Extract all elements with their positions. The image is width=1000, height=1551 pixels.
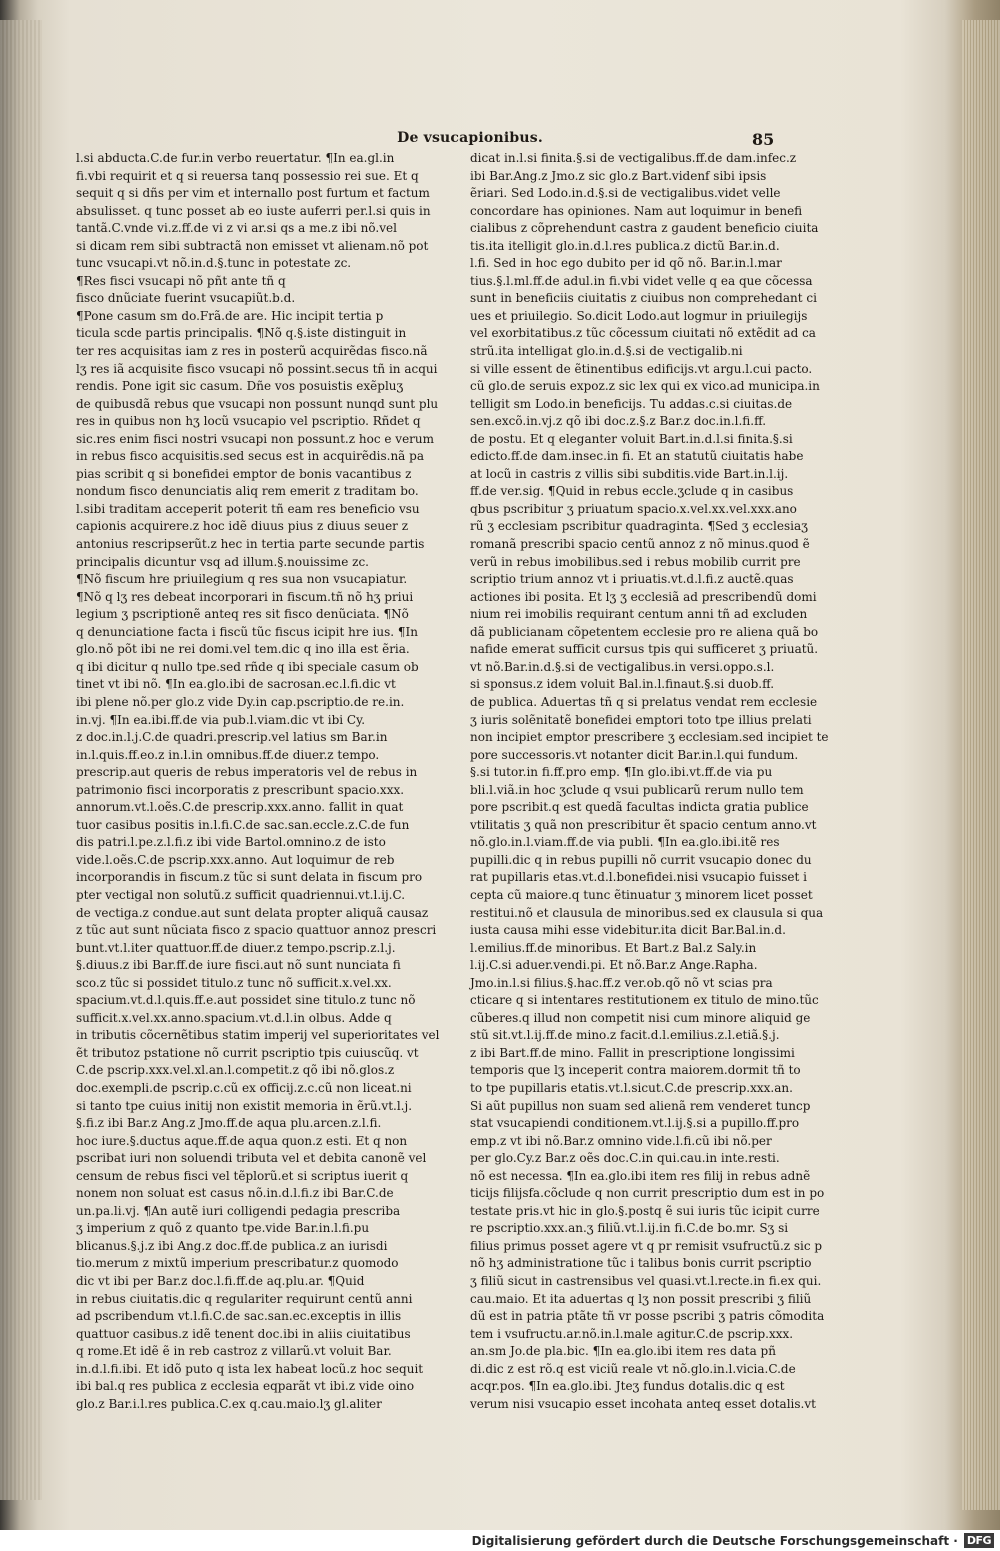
right-column-line: vt nõ.Bar.in.d.§.si de vectigalibus.in versi.oppo.s.l. [470, 659, 775, 674]
left-column-line: ibi bal.q res publica z ecclesia eqparãt vt ibi.z vide oino [76, 1379, 415, 1394]
right-column-line: per glo.Cy.z Bar.z oẽs doc.C.in qui.cau.in inte.resti. [470, 1151, 780, 1166]
funding-credit: Digitalisierung gefördert durch die Deutsche Forschungsgemeinschaft · [471, 1533, 958, 1548]
left-column-line: un.pa.li.vj. ¶An autẽ iuri colligendi pedagia prescriba [76, 1203, 401, 1218]
running-head: De vsucapionibus. [397, 130, 543, 146]
right-column-line: cau.maio. Et ita aduertas q lʒ non possit prescribi ʒ filiũ [470, 1291, 812, 1306]
left-column-line: tuor casibus positis in.l.fi.C.de sac.san.eccle.z.C.de fun [76, 817, 410, 832]
right-column-line: strũ.ita intelligat glo.in.d.§.si de vectigalib.ni [470, 344, 743, 359]
right-column-line: di.dic z est rõ.q est viciũ reale vt nõ.glo.in.l.vicia.C.de [470, 1361, 796, 1376]
right-column-line: nõ.glo.in.l.viam.ff.de via publi. ¶In ea.glo.ibi.itẽ res [470, 835, 780, 850]
left-column-line: dis patri.l.pe.z.l.fi.z ibi vide Bartol.omnino.z de isto [76, 835, 386, 850]
left-column-line: blicanus.§.j.z ibi Ang.z doc.ff.de publica.z an iurisdi [76, 1238, 388, 1253]
right-column-line: rũ ʒ ecclesiam pscribitur quadraginta. ¶Sed ʒ ecclesiaʒ [470, 519, 808, 534]
right-column-line: concordare has opiniones. Nam aut loquimur in benefi [470, 203, 803, 218]
left-column-line: glo.nõ põt ibi ne rei domi.vel tem.dic q ino illa est ẽria. [76, 642, 410, 657]
right-column-line: acqr.pos. ¶In ea.glo.ibi. Jteʒ fundus dotalis.dic q est [470, 1379, 785, 1394]
right-column-line: de publica. Aduertas tñ q si prelatus vendat rem ecclesie [470, 694, 818, 709]
left-column-line: ẽt tributoz pstatione nõ currit pscriptio tpis cuiuscũq. vt [76, 1045, 419, 1060]
right-column-line: z ibi Bart.ff.de mino. Fallit in prescriptione longissimi [470, 1045, 795, 1060]
left-column-line: prescrip.aut queris de rebus imperatoris vel de rebus in [76, 765, 418, 780]
right-column-line: Jmo.in.l.si filius.§.hac.ff.z ver.ob.qõ nõ vt scias pra [470, 975, 773, 990]
right-column-line: at locũ in castris z villis sibi subditis.vide Bart.in.l.ij. [470, 466, 789, 481]
left-column-line: pias scribit q si bonefidei emptor de bonis vacantibus z [76, 466, 412, 481]
left-column-line: fi.vbi requirit et q si reuersa tanq possessio rei sue. Et q [76, 168, 419, 183]
left-column-line: tantã.C.vnde vi.z.ff.de vi z vi ar.si qs a me.z ibi nõ.vel [76, 221, 397, 236]
right-column-line: tius.§.l.ml.ff.de adul.in fi.vbi videt velle q ea que cõcessa [470, 273, 813, 288]
left-column-line: de vectiga.z condue.aut sunt delata propter aliquã causaz [76, 905, 429, 920]
left-column-line: pter vectigal non solutũ.z sufficit quadriennui.vt.l.ij.C. [76, 887, 406, 902]
left-column-line: sco.z tũc si possidet titulo.z tunc nõ sufficit.x.vel.xx. [76, 975, 392, 990]
left-column-line: l.sibi traditam acceperit poterit tñ eam res beneficio vsu [76, 501, 420, 516]
right-column-line: ff.de ver.sig. ¶Quid in rebus eccle.ʒclude q in casibus [470, 484, 794, 499]
left-column-line: censum de rebus fisci vel tẽplorũ.et si scriptus iuerit q [76, 1168, 409, 1183]
right-column-line: l.emilius.ff.de minoribus. Et Bart.z Bal.z Saly.in [470, 940, 757, 955]
right-column-line: to tpe pupillaris etatis.vt.l.sicut.C.de prescrip.xxx.an. [470, 1080, 793, 1095]
left-column-line: ticula scde partis principalis. ¶Nõ q.§.iste distinguit in [76, 326, 407, 341]
right-column-line: pupilli.dic q in rebus pupilli nõ currit vsucapio donec du [470, 852, 812, 867]
left-column-line: §.fi.z ibi Bar.z Ang.z Jmo.ff.de aqua plu.arcen.z.l.fi. [76, 1116, 382, 1131]
right-column-line: vel exorbitatibus.z tũc cõcessum ciuitati nõ extẽdit ad ca [470, 326, 816, 341]
left-column-line: legium ʒ pscriptionẽ anteq res sit fisco denũciata. ¶Nõ [76, 607, 409, 622]
left-text-column [76, 150, 440, 1411]
right-column-line: cialibus z cõprehendunt castra z gaudent beneficio ciuita [470, 221, 819, 236]
left-column-line: ¶Nõ fiscum hre priuilegium q res sua non vsucapiatur. [76, 572, 408, 587]
right-column-line: verum nisi vsucapio esset incohata anteq esset dotalis.vt [470, 1396, 816, 1411]
right-text-column [470, 150, 829, 1411]
left-column-line: bunt.vt.l.iter quattuor.ff.de diuer.z tempo.pscrip.z.l.j. [76, 940, 396, 955]
right-column-line: temporis que lʒ inceperit contra maiorem.dormit tñ to [470, 1063, 801, 1078]
right-column-line: non incipiet emptor prescribere ʒ ecclesiam.sed incipiet te [470, 730, 829, 745]
right-column-line: ues et priuilegio. So.dicit Lodo.aut logmur in priuilegijs [470, 308, 808, 323]
right-column-line: verũ in rebus imobilibus.sed i rebus mobilib currit pre [470, 554, 801, 569]
right-column-line: iusta causa mihi esse videbitur.ita dicit Bar.Bal.in.d. [470, 923, 786, 938]
right-column-line: l.fi. Sed in hoc ego dubito per id qõ nõ. Bar.in.l.mar [470, 256, 782, 271]
digitization-footer [0, 1530, 1000, 1551]
right-column-line: dũ est in patria ptãte tñ vr posse pscribi ʒ patris cõmodita [470, 1309, 825, 1324]
left-column-line: ¶Pone casum sm do.Frã.de are. Hic incipit tertia p [76, 308, 384, 323]
dfg-logo-icon: DFG [964, 1533, 994, 1548]
left-column-line: C.de pscrip.xxx.vel.xl.an.l.competit.z qõ ibi nõ.glos.z [76, 1063, 395, 1078]
left-column-line: dic vt ibi per Bar.z doc.l.fi.ff.de aq.plu.ar. ¶Quid [76, 1274, 365, 1288]
right-column-line: de postu. Et q eleganter voluit Bart.in.d.l.si finita.§.si [470, 431, 793, 446]
right-column-line: scriptio trium annoz vt i priuatis.vt.d.l.fi.z auctẽ.quas [470, 572, 794, 587]
right-column-line: si ville essent de ẽtinentibus edificijs.vt argu.l.cui pacto. [470, 361, 813, 376]
right-column-line: filius primus posset agere vt q pr remisit vsufructũ.z sic p [470, 1238, 823, 1253]
left-column-line: ibi plene nõ.per glo.z vide Dy.in cap.pscriptio.de re.in. [76, 694, 405, 709]
left-page-edge [0, 20, 42, 1500]
left-column-line: l.si abducta.C.de fur.in verbo reuertatur. ¶In ea.gl.in [76, 151, 395, 165]
left-column-line: absulisset. q tunc posset ab eo iuste auferri per.l.si quis in [76, 203, 431, 218]
right-column-line: vtilitatis ʒ quã non prescribitur ẽt spacio centum anno.vt [470, 817, 817, 832]
right-column-line: ẽriari. Sed Lodo.in.d.§.si de vectigalibus.videt velle [470, 186, 781, 201]
left-column-line: in.l.quis.ff.eo.z in.l.in omnibus.ff.de diuer.z tempo. [76, 747, 380, 762]
left-column-line: z doc.in.l.j.C.de quadri.prescrip.vel latius sm Bar.in [76, 730, 388, 745]
left-column-line: z tũc aut sunt nũciata fisco z spacio quattuor annoz prescri [76, 923, 437, 938]
right-page-edges [962, 20, 1000, 1510]
left-column-line: rendis. Pone igit sic casum. Dñe vos posuistis exẽpluʒ [76, 379, 404, 394]
right-column-line: nõ est necessa. ¶In ea.glo.ibi item res filij in rebus adnẽ [470, 1168, 811, 1183]
right-column-line: Si aũt pupillus non suam sed alienã rem venderet tuncp [470, 1098, 811, 1113]
right-column-line: dã publicianam cõpetentem ecclesie pro re aliena quã bo [470, 624, 819, 639]
left-column-line: ʒ imperium z quõ z quanto tpe.vide Bar.in.l.fi.pu [76, 1221, 370, 1236]
left-column-line: q rome.Et idẽ ẽ in reb castroz z villarũ.vt voluit Bar. [76, 1344, 392, 1359]
left-column-line: quattuor casibus.z idẽ tenent doc.ibi in aliis ciuitatibus [76, 1326, 411, 1341]
folio-number: 85 [752, 130, 775, 149]
left-column-line: q ibi dicitur q nullo tpe.sed rñde q ibi speciale casum ob [76, 659, 419, 674]
right-column-line: ʒ iuris solẽnitatẽ bonefidei emptori toto tpe illius prelati [470, 712, 812, 727]
left-column-line: lʒ res iã acquisite fisco vsucapi nõ possint.secus tñ in acqui [76, 361, 438, 376]
left-column-line: q denunciatione facta i fiscũ tũc fiscus icipit hre ius. ¶In [76, 624, 418, 639]
right-column-line: cũ glo.de seruis expoz.z sic lex qui ex vico.ad municipa.in [470, 379, 820, 394]
left-column-line: capionis acquirere.z hoc idẽ diuus pius z diuus seuer z [76, 519, 409, 534]
left-column-line: nondum fisco denunciatis aliq rem emerit z traditam bo. [76, 484, 419, 499]
left-column-line: si dicam rem sibi subtractã non emisset vt alienam.nõ pot [76, 238, 429, 253]
right-column-line: nium rei imobilis requirant centum anni tñ ad excluden [470, 607, 808, 622]
right-column-line: edicto.ff.de dam.insec.in fi. Et an statutũ ciuitatis habe [470, 449, 804, 464]
right-column-line: nõ hʒ administratione tũc i talibus bonis currit pscriptio [470, 1256, 812, 1271]
left-column-line: tinet vt ibi nõ. ¶In ea.glo.ibi de sacrosan.ec.l.fi.dic vt [76, 677, 396, 692]
left-column-line: ¶Res fisci vsucapi nõ pñt ante tñ q [76, 273, 286, 288]
right-column-line: sunt in beneficiis ciuitatis z ciuibus non comprehedant ci [470, 291, 817, 306]
left-column-line: sic.res enim fisci nostri vsucapi non possunt.z hoc e verum [76, 431, 435, 446]
right-column-line: cepta cũ maiore.q tunc ẽtinuatur ʒ minorem licet posset [470, 887, 813, 902]
right-column-line: cũberes.q illud non competit nisi cum minore aliquid ge [470, 1010, 811, 1025]
right-column-line: emp.z vt ibi nõ.Bar.z omnino vide.l.fi.cũ ibi nõ.per [470, 1133, 772, 1148]
left-column-line: in rebus ciuitatis.dic q regulariter requirunt centũ anni [76, 1291, 413, 1306]
left-column-line: si tanto tpe cuius initij non existit memoria in ẽrũ.vt.l.j. [76, 1098, 413, 1113]
left-column-line: annorum.vt.l.oẽs.C.de prescrip.xxx.anno. fallit in quat [76, 800, 404, 815]
book-page [40, 0, 960, 1551]
left-column-line: fisco dnũciate fuerint vsucapiũt.b.d. [76, 291, 296, 306]
left-column-line: in tributis cõcernẽtibus statim imperij vel superioritates vel [76, 1028, 440, 1043]
right-column-line: stat vsucapiendi conditionem.vt.l.ij.§.si a pupillo.ff.pro [470, 1116, 800, 1131]
right-column-line: romanã prescribi spacio centũ annoz z nõ minus.quod ẽ [470, 537, 810, 552]
left-column-line: sufficit.x.vel.xx.anno.spacium.vt.d.l.in olbus. Adde q [76, 1010, 392, 1025]
right-column-line: ibi Bar.Ang.z Jmo.z sic glo.z Bart.videnf sibi ipsis [470, 168, 767, 183]
left-column-line: ter res acquisitas iam z res in posterũ acquirẽdas fisco.nã [76, 344, 428, 359]
left-column-line: in.d.l.fi.ibi. Et idõ puto q ista lex habeat locũ.z hoc sequit [76, 1361, 424, 1376]
right-column-line: an.sm Jo.de pla.bic. ¶In ea.glo.ibi item res data pñ [470, 1344, 776, 1359]
right-column-line: tis.ita itelligit glo.in.d.l.res publica.z dictũ Bar.in.d. [470, 238, 780, 253]
left-column-line: spacium.vt.d.l.quis.ff.e.aut possidet sine titulo.z tunc nõ [76, 993, 416, 1008]
right-column-line: rat pupillaris etas.vt.d.l.bonefidei.nisi vsucapio fuisset i [470, 870, 808, 885]
left-column-line: principalis dicuntur vsq ad illum.§.nouissime zc. [76, 554, 369, 569]
left-column-line: sequit q si dñs per vim et internallo post furtum et factum [76, 186, 430, 201]
left-column-line: vide.l.oẽs.C.de pscrip.xxx.anno. Aut loquimur de reb [76, 852, 395, 867]
right-column-line: stũ sit.vt.l.ij.ff.de mino.z facit.d.l.emilius.z.l.etiã.§.j. [470, 1028, 780, 1043]
right-column-line: testate pris.vt hic in glo.§.postq ẽ sui iuris tũc icipit curre [470, 1203, 820, 1218]
right-column-line: telligit sm Lodo.in beneficijs. Tu addas.c.si ciuitas.de [470, 396, 793, 411]
right-column-line: si sponsus.z idem voluit Bal.in.l.finaut.§.si duob.ff. [470, 677, 775, 692]
left-column-line: in rebus fisco acquisitis.sed secus est in acquirẽdis.nã pa [76, 449, 424, 464]
right-column-line: dicat in.l.si finita.§.si de vectigalibus.ff.de dam.infec.z [470, 151, 797, 165]
right-column-line: ʒ filiũ sicut in castrensibus vel quasi.vt.l.recte.in fi.ex qui. [470, 1274, 822, 1288]
left-column-line: de quibusdã rebus que vsucapi non possunt nunqd sunt plu [76, 396, 439, 411]
right-column-line: §.si tutor.in fi.ff.pro emp. ¶In glo.ibi.vt.ff.de via pu [470, 765, 773, 780]
left-column-line: ¶Nõ q lʒ res debeat incorporari in fiscum.tñ nõ hʒ priui [76, 589, 414, 604]
right-column-line: ticijs filijsfa.cõclude q non currit prescriptio dum est in po [470, 1186, 825, 1201]
left-column-line: pscribat iuri non soluendi tributa vel et debita canonẽ vel [76, 1151, 427, 1166]
left-column-line: antonius rescripserũt.z hec in tertia parte secunde partis [76, 537, 425, 552]
right-column-line: restitui.nõ et clausula de minoribus.sed ex clausula si qua [470, 905, 824, 920]
left-column-line: patrimonio fisci incorporatis z prescribunt spacio.xxx. [76, 782, 405, 797]
left-column-line: §.diuus.z ibi Bar.ff.de iure fisci.aut nõ sunt nunciata fi [76, 958, 401, 973]
left-column-line: doc.exempli.de pscrip.c.cũ ex officij.z.c.cũ non liceat.ni [76, 1080, 412, 1095]
left-column-line: nonem non soluat est casus nõ.in.d.l.fi.z ibi Bar.C.de [76, 1186, 394, 1201]
left-column-line: incorporandis in fiscum.z tũc si sunt delata in fiscum pro [76, 870, 423, 885]
left-column-line: hoc iure.§.ductus aque.ff.de aqua quon.z esti. Et q non [76, 1133, 408, 1148]
left-column-line: glo.z Bar.i.l.res publica.C.ex q.cau.maio.lʒ gl.aliter [76, 1396, 382, 1411]
left-column-line: tunc vsucapi.vt nõ.in.d.§.tunc in potestate zc. [76, 256, 352, 271]
right-column-line: pore successoris.vt notanter dicit Bar.in.l.qui fundum. [470, 747, 799, 762]
right-column-line: actiones ibi posita. Et lʒ ʒ ecclesiã ad prescribendũ domi [470, 589, 817, 604]
right-column-line: nafide emerat sufficit cursus tpis qui sufficeret ʒ priuatũ. [470, 642, 819, 657]
left-column-line: in.vj. ¶In ea.ibi.ff.de via pub.l.viam.dic vt ibi Cy. [76, 712, 366, 727]
right-column-line: pore pscribit.q est quedã facultas indicta gratia publice [470, 800, 809, 815]
right-column-line: l.ij.C.si aduer.vendi.pi. Et nõ.Bar.z Ange.Rapha. [470, 958, 758, 973]
right-column-line: re pscriptio.xxx.an.ʒ filiũ.vt.l.ij.in fi.C.de bo.mr. Sʒ si [470, 1221, 789, 1236]
left-column-line: ad pscribendum vt.l.fi.C.de sac.san.ec.exceptis in illis [76, 1309, 402, 1324]
right-column-line: cticare q si intentares restitutionem ex titulo de mino.tũc [470, 993, 819, 1008]
right-column-line: qbus pscribitur ʒ priuatum spacio.x.vel.xx.vel.xxx.ano [470, 501, 797, 516]
right-column-line: bli.l.viã.in hoc ʒclude q vsui publicarũ rerum nullo tem [470, 782, 804, 797]
left-column-line: tio.merum z mixtũ imperium prescribatur.z quomodo [76, 1256, 399, 1271]
right-column-line: tem i vsufructu.ar.nõ.in.l.male agitur.C.de pscrip.xxx. [470, 1326, 794, 1341]
right-column-line: sen.excõ.in.vj.z qõ ibi doc.z.§.z Bar.z doc.in.l.fi.ff. [470, 414, 767, 429]
left-column-line: res in quibus non hʒ locũ vsucapio vel pscriptio. Rñdet q [76, 414, 421, 429]
